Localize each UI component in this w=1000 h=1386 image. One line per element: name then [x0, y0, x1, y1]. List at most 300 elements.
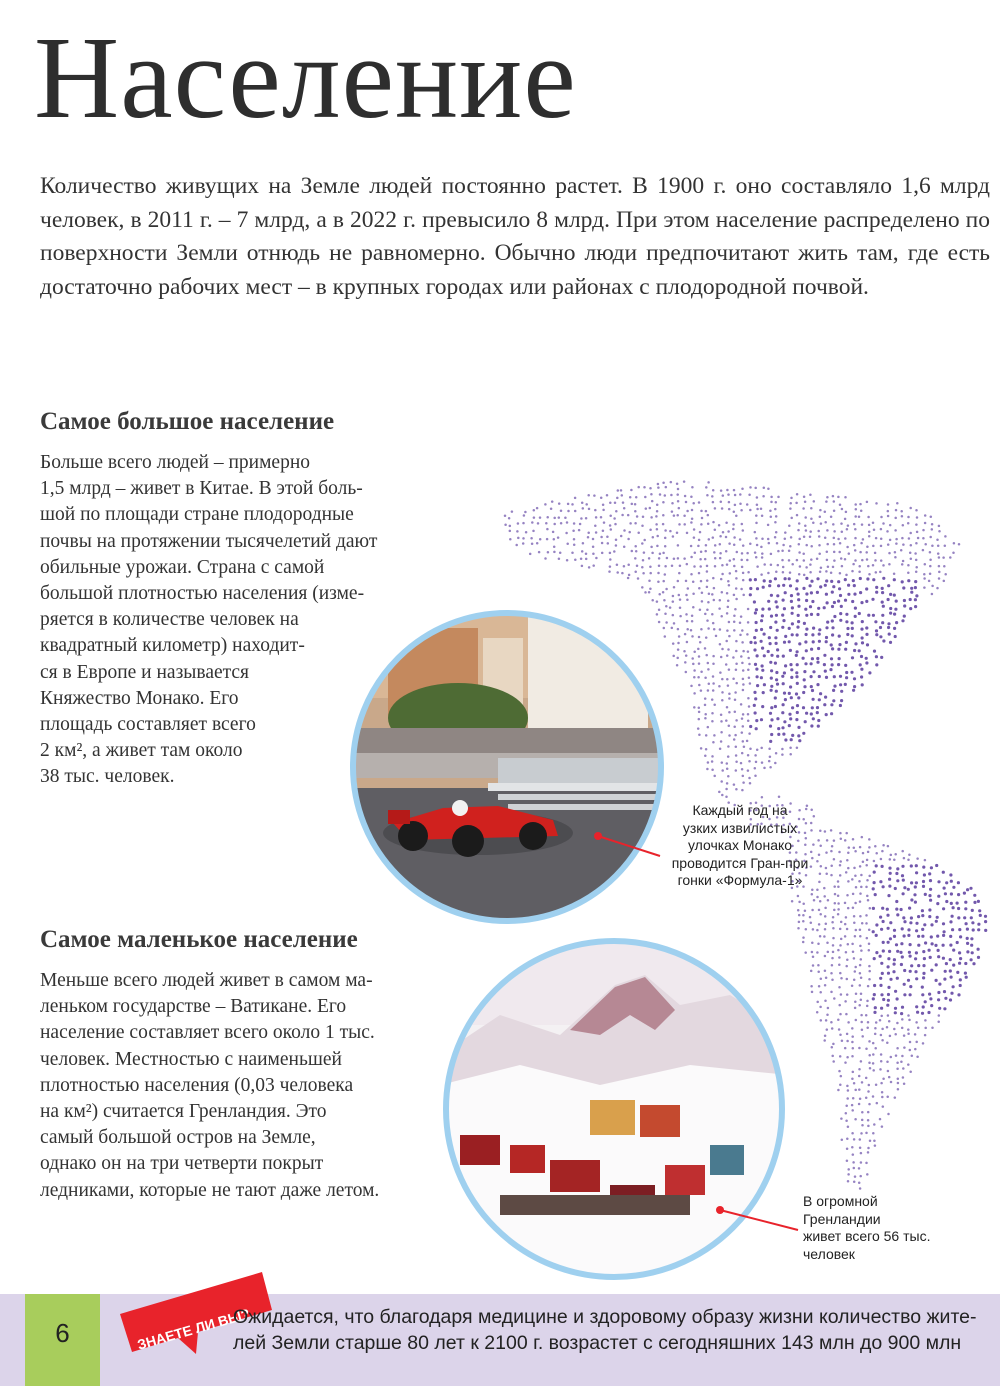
map-dot [838, 643, 841, 646]
map-dot [854, 1089, 857, 1092]
map-dot [903, 857, 906, 860]
map-dot [963, 916, 966, 919]
map-dot [840, 522, 843, 525]
map-dot [727, 745, 730, 748]
map-dot [860, 628, 863, 631]
map-dot [748, 705, 751, 708]
map-dot [907, 928, 910, 931]
map-dot [698, 501, 701, 504]
text-line: плотностью населения (0,03 человека [40, 1074, 354, 1096]
map-dot [741, 566, 744, 569]
map-dot [839, 683, 842, 686]
map-dot [916, 516, 919, 519]
map-dot [894, 517, 897, 520]
map-dot [852, 893, 855, 896]
map-dot [741, 662, 744, 665]
map-dot [600, 516, 603, 519]
map-dot [867, 1147, 870, 1150]
map-dot [685, 671, 688, 674]
text-line: обильные урожаи. Страна с самой [40, 556, 325, 578]
map-dot [952, 964, 955, 967]
map-dot [719, 643, 722, 646]
map-dot [949, 998, 952, 1001]
map-dot [735, 577, 738, 580]
map-dot [768, 636, 771, 639]
map-dot [847, 524, 850, 527]
map-dot [881, 621, 884, 624]
map-dot [860, 1132, 863, 1135]
map-dot [860, 1021, 863, 1024]
map-dot [734, 734, 737, 737]
map-dot [728, 725, 731, 728]
map-dot [697, 676, 700, 679]
map-dot [845, 965, 848, 968]
map-dot [872, 907, 875, 910]
map-dot [826, 601, 829, 604]
map-dot [838, 587, 841, 590]
map-dot [890, 1081, 893, 1084]
map-dot [784, 664, 787, 667]
map-dot [844, 664, 847, 667]
map-dot [888, 867, 891, 870]
map-dot [873, 993, 876, 996]
map-dot [845, 832, 848, 835]
map-dot [938, 577, 941, 580]
text-line: площадь составляет всего [40, 714, 256, 736]
map-dot [700, 628, 703, 631]
map-dot [819, 515, 822, 518]
map-dot [699, 558, 702, 561]
map-dot [558, 516, 561, 519]
map-dot [861, 1081, 864, 1084]
map-dot [802, 553, 805, 556]
map-dot [531, 542, 534, 545]
map-dot [823, 1039, 826, 1042]
map-dot [805, 577, 808, 580]
map-dot [650, 493, 653, 496]
map-dot [705, 654, 708, 657]
map-dot [812, 698, 815, 701]
map-dot [736, 551, 739, 554]
map-dot [676, 493, 679, 496]
map-dot [517, 537, 520, 540]
map-dot [609, 501, 612, 504]
map-dot [803, 622, 806, 625]
map-dot [854, 528, 857, 531]
map-dot [648, 591, 651, 594]
map-dot [831, 1027, 834, 1030]
map-dot [761, 705, 764, 708]
map-dot [769, 510, 772, 513]
map-dot [874, 1006, 877, 1009]
map-dot [832, 916, 835, 919]
map-dot [903, 599, 906, 602]
map-dot [726, 762, 729, 765]
map-dot [795, 587, 798, 590]
map-dot [872, 578, 875, 581]
map-dot [558, 502, 561, 505]
map-dot [915, 871, 918, 874]
map-dot [749, 509, 752, 512]
map-dot [795, 502, 798, 505]
map-dot [790, 668, 793, 671]
map-dot [907, 979, 910, 982]
map-dot [943, 1007, 946, 1010]
map-dot [838, 635, 841, 638]
map-dot [853, 847, 856, 850]
map-dot [915, 1005, 918, 1008]
map-dot [522, 542, 525, 545]
map-dot [875, 655, 878, 658]
map-dot [868, 1061, 871, 1064]
map-dot [913, 893, 916, 896]
map-dot [656, 535, 659, 538]
map-dot [735, 682, 738, 685]
map-dot [826, 621, 829, 624]
map-dot [679, 598, 682, 601]
map-dot [931, 585, 934, 588]
map-dot [950, 976, 953, 979]
map-dot [910, 864, 913, 867]
map-dot [887, 986, 890, 989]
map-dot [868, 943, 871, 946]
map-dot [860, 675, 863, 678]
map-dot [641, 542, 644, 545]
map-dot [735, 598, 738, 601]
map-dot [728, 734, 731, 737]
map-dot [845, 871, 848, 874]
map-dot [916, 1011, 919, 1014]
map-dot [740, 655, 743, 658]
map-dot [621, 494, 624, 497]
map-dot [725, 663, 728, 666]
map-dot [922, 972, 925, 975]
map-dot [802, 941, 805, 944]
map-dot [798, 739, 801, 742]
map-dot [931, 942, 934, 945]
map-dot [728, 584, 731, 587]
map-dot [887, 957, 890, 960]
map-dot [733, 544, 736, 547]
map-dot [662, 523, 665, 526]
map-dot [879, 955, 882, 958]
map-dot [938, 1014, 941, 1017]
map-dot [902, 892, 905, 895]
map-dot [874, 1047, 877, 1050]
map-dot [943, 565, 946, 568]
map-dot [867, 1021, 870, 1024]
map-dot [686, 510, 689, 513]
map-dot [813, 899, 816, 902]
map-dot [966, 937, 969, 940]
map-dot [692, 663, 695, 666]
map-dot [775, 501, 778, 504]
map-dot [847, 1180, 850, 1183]
map-dot [914, 957, 917, 960]
map-dot [834, 902, 837, 905]
map-dot [860, 886, 863, 889]
map-dot [886, 1041, 889, 1044]
map-dot [622, 501, 625, 504]
map-dot [837, 895, 840, 898]
map-dot [909, 607, 912, 610]
map-dot [566, 559, 569, 562]
map-dot [832, 495, 835, 498]
map-dot [831, 921, 834, 924]
map-dot [882, 941, 885, 944]
map-dot [927, 1011, 930, 1014]
caption-line: Гренландии [803, 1210, 881, 1227]
map-dot [678, 594, 681, 597]
caption-line: проводится Гран-при [671, 854, 809, 871]
map-dot [887, 622, 890, 625]
map-dot [700, 523, 703, 526]
map-dot [915, 929, 918, 932]
map-dot [853, 1082, 856, 1085]
map-dot [707, 481, 710, 484]
map-dot [679, 615, 682, 618]
map-dot [837, 496, 840, 499]
map-dot [636, 565, 639, 568]
map-dot [880, 928, 883, 931]
map-dot [606, 535, 609, 538]
map-dot [887, 543, 890, 546]
map-dot [929, 573, 932, 576]
map-dot [782, 703, 785, 706]
map-dot [776, 683, 779, 686]
map-dot [847, 1126, 850, 1129]
map-dot [846, 928, 849, 931]
map-dot [782, 571, 785, 574]
map-dot [704, 755, 707, 758]
map-dot [852, 838, 855, 841]
map-dot [875, 502, 878, 505]
map-dot [867, 1090, 870, 1093]
map-dot [770, 718, 773, 721]
map-dot [831, 605, 834, 608]
map-dot [855, 929, 858, 932]
map-dot [656, 510, 659, 513]
map-dot [763, 487, 766, 490]
map-dot [914, 885, 917, 888]
map-dot [861, 636, 864, 639]
map-dot [938, 530, 941, 533]
map-dot [533, 509, 536, 512]
map-dot [823, 654, 826, 657]
map-dot [777, 584, 780, 587]
map-dot [879, 977, 882, 980]
map-dot [658, 557, 661, 560]
map-dot [725, 788, 728, 791]
map-dot [844, 648, 847, 651]
map-dot [621, 572, 624, 575]
map-dot [704, 697, 707, 700]
map-dot [805, 544, 808, 547]
map-dot [858, 1075, 861, 1078]
map-dot [826, 1014, 829, 1017]
map-dot [810, 922, 813, 925]
map-dot [861, 922, 864, 925]
map-dot [865, 661, 868, 664]
map-dot [770, 496, 773, 499]
map-dot [922, 866, 925, 869]
map-dot [847, 1089, 850, 1092]
map-dot [846, 528, 849, 531]
map-dot [593, 494, 596, 497]
map-dot [893, 935, 896, 938]
map-dot [977, 956, 980, 959]
map-dot [788, 692, 791, 695]
map-dot [860, 874, 863, 877]
map-dot [690, 556, 693, 559]
map-dot [761, 552, 764, 555]
map-dot [887, 927, 890, 930]
map-dot [755, 608, 758, 611]
map-dot [748, 677, 751, 680]
map-dot [553, 538, 556, 541]
map-dot [722, 494, 725, 497]
map-dot [789, 502, 792, 505]
map-dot [650, 516, 653, 519]
map-dot [797, 734, 800, 737]
map-dot [812, 928, 815, 931]
map-dot [969, 887, 972, 890]
map-dot [720, 780, 723, 783]
map-dot [889, 872, 892, 875]
map-dot [676, 514, 679, 517]
map-dot [943, 580, 946, 583]
map-dot [810, 985, 813, 988]
map-dot [721, 761, 724, 764]
map-dot [810, 558, 813, 561]
map-dot [805, 529, 808, 532]
map-dot [924, 514, 927, 517]
map-dot [881, 614, 884, 617]
map-dot [840, 605, 843, 608]
map-dot [894, 551, 897, 554]
map-dot [796, 663, 799, 666]
map-dot [729, 559, 732, 562]
map-dot [875, 951, 878, 954]
map-dot [810, 613, 813, 616]
map-dot [861, 1124, 864, 1127]
map-dot [609, 524, 612, 527]
map-dot [935, 979, 938, 982]
map-dot [798, 921, 801, 924]
map-dot [775, 752, 778, 755]
map-dot [831, 957, 834, 960]
map-dot [627, 538, 630, 541]
map-dot [734, 608, 737, 611]
map-dot [924, 1027, 927, 1030]
map-dot [830, 991, 833, 994]
map-dot [735, 640, 738, 643]
map-dot [508, 517, 511, 520]
map-dot [782, 682, 785, 685]
map-dot [776, 605, 779, 608]
map-dot [921, 1012, 924, 1015]
map-dot [803, 559, 806, 562]
map-dot [853, 584, 856, 587]
map-dot [678, 523, 681, 526]
map-dot [803, 678, 806, 681]
map-dot [719, 557, 722, 560]
map-dot [832, 1060, 835, 1063]
map-dot [602, 503, 605, 506]
map-dot [844, 1061, 847, 1064]
map-dot [726, 768, 729, 771]
map-dot [893, 627, 896, 630]
map-dot [851, 1078, 854, 1081]
map-dot [657, 572, 660, 575]
map-dot [875, 537, 878, 540]
text-line: 1,5 млрд – живет в Китае. В этой боль- [40, 478, 363, 500]
map-dot [851, 1035, 854, 1038]
map-dot [848, 552, 851, 555]
map-dot [846, 978, 849, 981]
map-dot [865, 587, 868, 590]
map-dot [803, 670, 806, 673]
map-dot [705, 510, 708, 512]
map-dot [728, 693, 731, 696]
map-dot [830, 703, 833, 706]
map-dot [755, 556, 758, 559]
map-dot [957, 893, 960, 896]
caption-line: улочках Монако [687, 837, 793, 853]
map-dot [756, 496, 759, 499]
map-dot [872, 1069, 875, 1072]
text-line: квадратный километр) находит- [40, 635, 305, 657]
map-dot [907, 516, 910, 519]
map-dot [796, 493, 799, 496]
map-dot [582, 507, 585, 510]
map-dot [699, 641, 702, 644]
map-dot [727, 493, 730, 496]
map-dot [705, 748, 708, 751]
map-dot [901, 1027, 904, 1030]
map-dot [804, 640, 807, 643]
map-dot [858, 1068, 861, 1071]
map-dot [874, 559, 877, 562]
map-dot [922, 964, 925, 967]
map-dot [868, 671, 871, 674]
map-dot [749, 543, 752, 546]
map-dot [742, 669, 745, 672]
map-dot [763, 579, 766, 582]
map-dot [643, 551, 646, 554]
map-dot [795, 692, 798, 695]
map-dot [777, 733, 780, 736]
map-dot [890, 1056, 893, 1059]
map-dot [636, 515, 639, 518]
map-dot [881, 1028, 884, 1031]
map-dot [719, 543, 722, 546]
map-dot [824, 521, 827, 524]
map-dot [789, 663, 792, 666]
map-dot [860, 992, 863, 995]
map-dot [706, 768, 709, 771]
map-dot [634, 522, 637, 525]
map-dot [953, 542, 956, 545]
map-dot [641, 586, 644, 589]
map-dot [789, 584, 792, 587]
map-dot [704, 704, 707, 707]
map-dot [825, 977, 828, 980]
map-dot [742, 740, 745, 743]
map-dot [824, 969, 827, 972]
map-dot [970, 937, 973, 940]
map-dot [862, 538, 865, 541]
